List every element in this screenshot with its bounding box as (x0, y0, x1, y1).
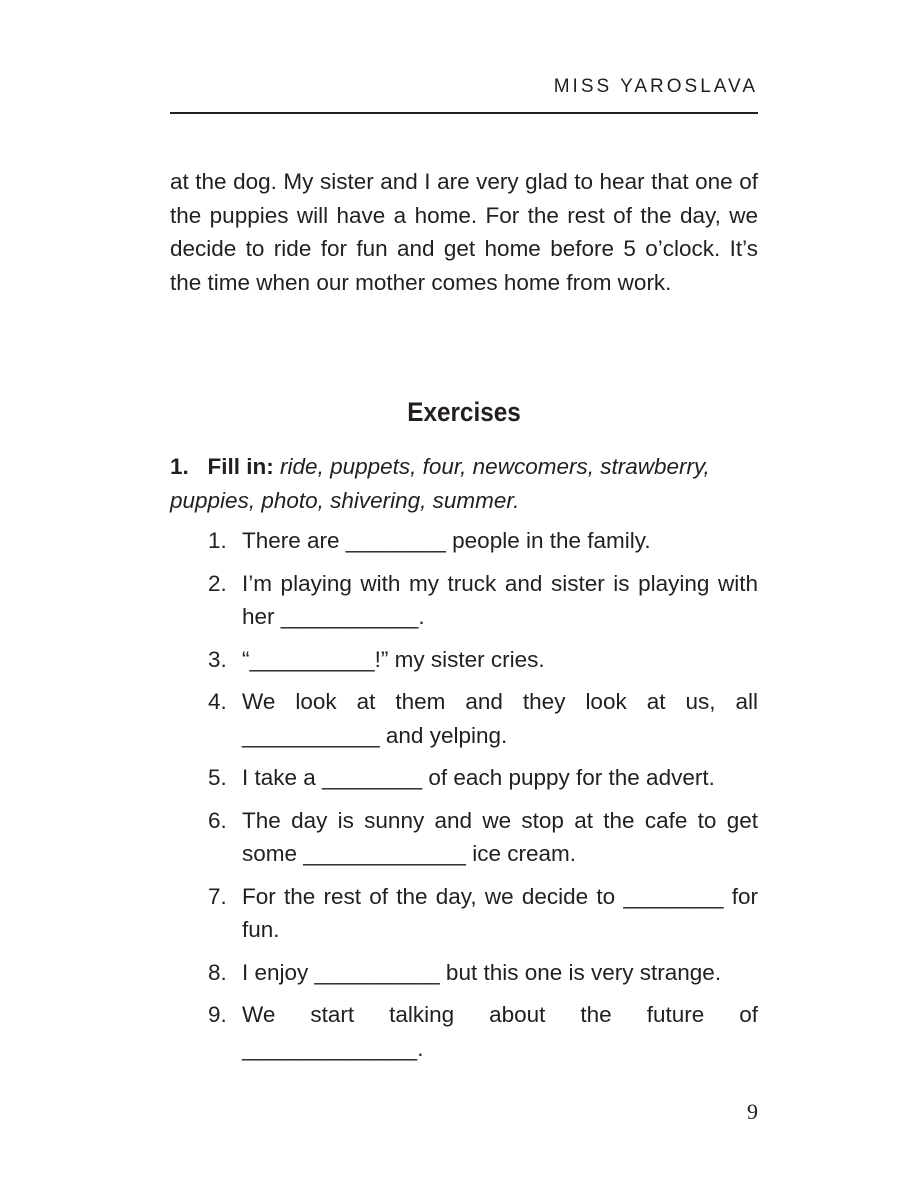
exercise-item-number: 2. (208, 570, 227, 596)
exercise-item (208, 956, 758, 990)
exercise-item (208, 880, 758, 947)
exercises-heading: Exercises (407, 397, 521, 427)
exercise-item (208, 685, 758, 752)
exercise-item-text: For the rest of the day, we decide to ________ for fun. (242, 883, 758, 942)
exercise-item-text: I enjoy __________ but this one is very strange. (242, 959, 722, 985)
exercise-item-number: 8. (208, 959, 227, 985)
exercise-item-text: There are ________ people in the family. (242, 528, 651, 553)
exercise-number: 1. (170, 454, 189, 479)
exercise-item (208, 804, 758, 871)
exercise-item (208, 761, 758, 795)
exercise-item-text: The day is sunny and we stop at the cafe to get some _____________ ice cream. (242, 807, 758, 866)
exercise-item-number: 4. (208, 689, 227, 714)
page-number: 9 (747, 1099, 758, 1124)
exercise-item (208, 524, 758, 558)
exercise-instruction (170, 450, 758, 517)
story-paragraph: at the dog. My sister and I are very glad to hear that one of the puppies will have a home. For the rest of the day, we decide to ride for fun and get home before 5 o’clock. It’s the time when our mother comes home from work. (170, 169, 758, 295)
exercise-label: Fill in: (207, 454, 274, 479)
exercise-item-number: 5. (208, 765, 227, 790)
exercise-item-text: We look at them and they look at us, all ___________ and yelping. (242, 689, 758, 748)
exercise-list (208, 524, 758, 1074)
exercise-item (208, 998, 758, 1065)
exercise-item-text: We start talking about the future of ______________. (242, 1002, 758, 1061)
word-bank: ride, puppets, four, newcomers, strawberry, puppies, photo, shivering, summer. (170, 454, 710, 513)
exercise-item-number: 6. (208, 807, 227, 833)
exercise-item-text: I’m playing with my truck and sister is playing with her ___________. (242, 570, 758, 629)
exercise-item (208, 643, 758, 677)
exercise-item-text: I take a ________ of each puppy for the advert. (242, 765, 715, 790)
running-head-title: MISS YAROSLAVA (553, 76, 758, 97)
exercise-item-text: “__________!” my sister cries. (242, 646, 545, 672)
exercise-item (208, 567, 758, 634)
exercise-item-number: 1. (208, 528, 227, 553)
exercise-item-number: 3. (208, 646, 227, 672)
header-divider (170, 112, 758, 114)
exercise-item-number: 9. (208, 1002, 227, 1027)
exercise-item-number: 7. (208, 883, 227, 909)
